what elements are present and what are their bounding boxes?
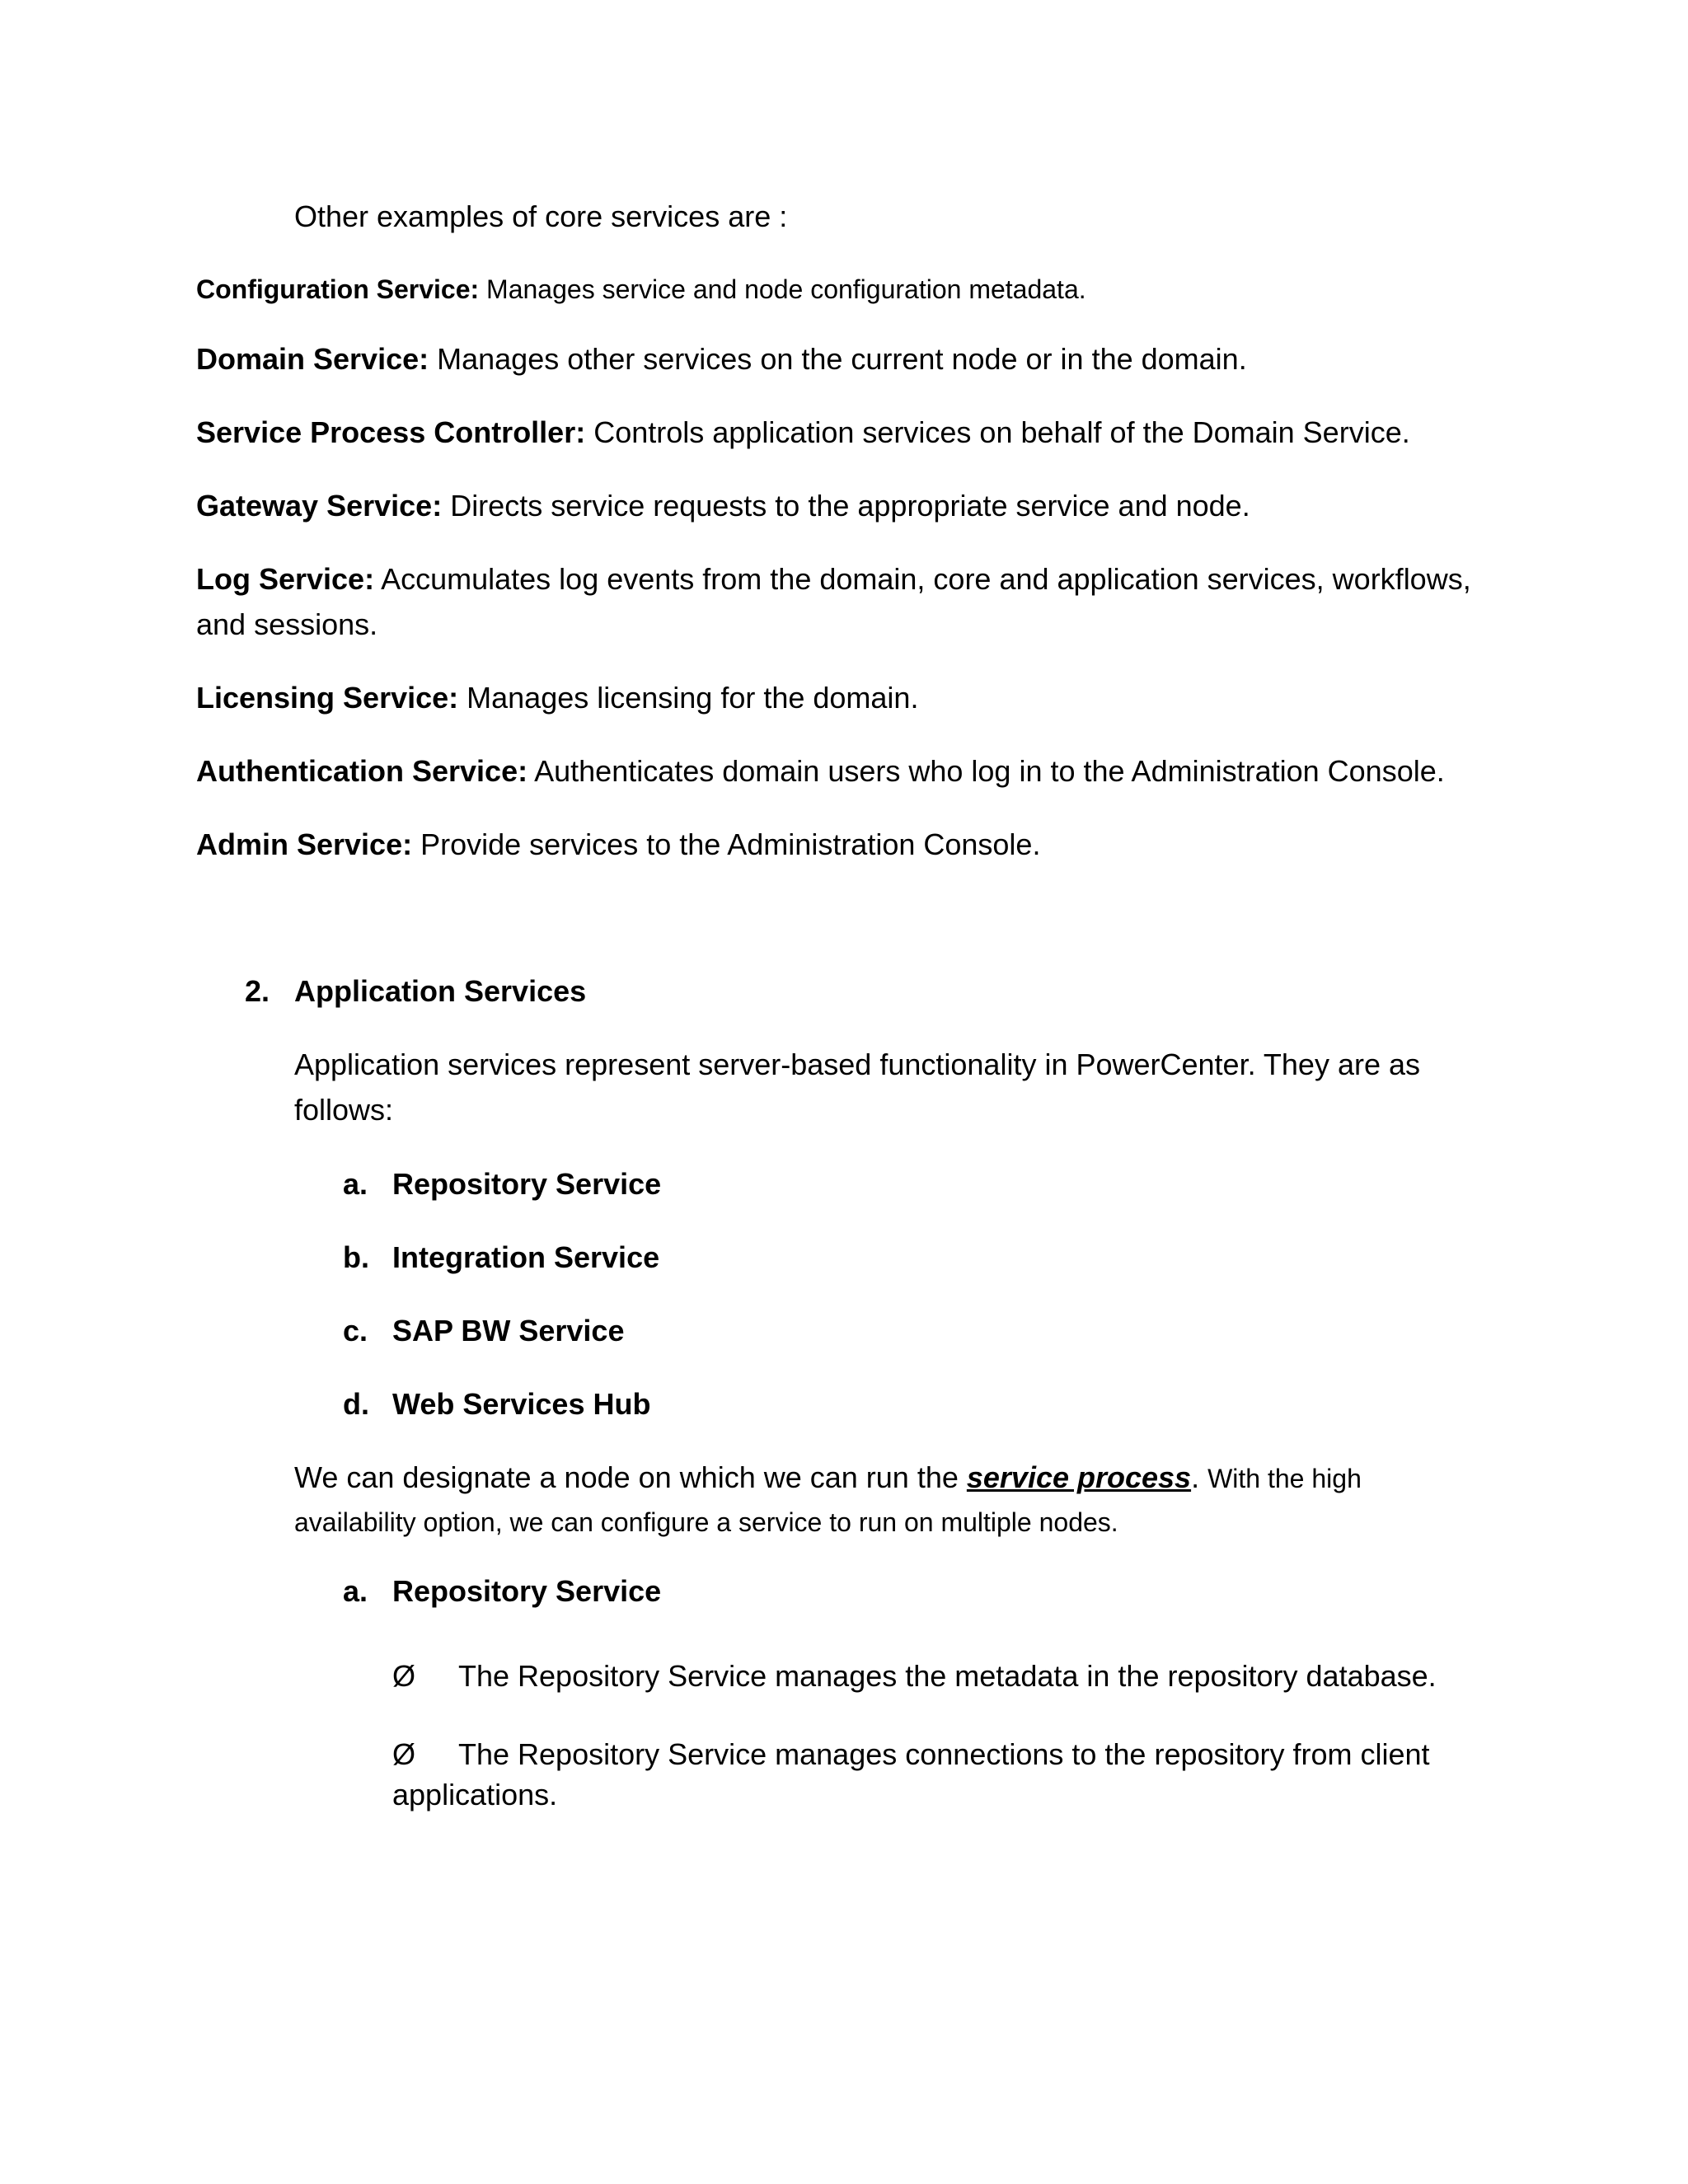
bullet-symbol-icon: Ø (392, 1659, 416, 1693)
core-service-spc (196, 415, 1410, 451)
bullet-item: The Repository Service manages connections to the repository from client (458, 1737, 1430, 1771)
list-marker: d. (343, 1387, 369, 1421)
list-marker: a. (343, 1167, 368, 1201)
bullet-item: The Repository Service manages the metadata in the repository database. (458, 1659, 1437, 1693)
list-marker: b. (343, 1240, 369, 1274)
core-service-desc: Directs service requests to the appropriate service and node. (442, 489, 1250, 523)
core-service-term: Domain Service: (196, 342, 429, 376)
core-service-gateway (196, 488, 1250, 524)
designate-paragraph-line2: availability option, we can configure a service to run on multiple nodes. (294, 1507, 1118, 1537)
list-item-sap-bw-service: SAP BW Service (392, 1314, 625, 1347)
designate-text: We can designate a node on which we can run the (294, 1460, 967, 1494)
sub-heading-repository-service: Repository Service (392, 1574, 662, 1608)
core-service-configuration (196, 273, 1086, 306)
bullet-symbol-icon: Ø (392, 1737, 416, 1771)
core-service-desc: Controls application services on behalf of the Domain Service. (585, 415, 1410, 449)
core-service-desc: Manages other services on the current node or in the domain. (429, 342, 1247, 376)
section-number: 2. (245, 974, 270, 1008)
list-marker: c. (343, 1314, 368, 1347)
service-process-term: service process (966, 1460, 1192, 1494)
core-service-term: Log Service: (196, 562, 375, 596)
core-service-desc: Provide services to the Administration Console. (412, 827, 1041, 861)
core-service-log (196, 561, 1471, 598)
core-service-term: Licensing Service: (196, 681, 459, 715)
core-service-desc: Manages licensing for the domain. (458, 681, 919, 715)
sub-heading-marker: a. (343, 1574, 368, 1608)
core-service-authentication (196, 753, 1445, 790)
section-title: Application Services (294, 974, 587, 1008)
core-service-term: Gateway Service: (196, 489, 443, 523)
core-service-licensing (196, 680, 918, 716)
list-item-web-services-hub: Web Services Hub (392, 1387, 651, 1421)
section-paragraph-line2: follows: (294, 1093, 394, 1127)
core-service-domain (196, 341, 1247, 377)
core-service-term: Service Process Controller: (196, 415, 586, 449)
designate-small-text: With the high (1207, 1464, 1362, 1493)
core-service-term: Configuration Service: (196, 274, 480, 304)
section-paragraph-line1: Application services represent server-based functionality in PowerCenter. They are as (294, 1047, 1421, 1081)
intro-text: Other examples of core services are : (294, 199, 788, 233)
core-service-admin (196, 827, 1040, 863)
core-service-desc: Accumulates log events from the domain, core and application services, workflows, (374, 562, 1471, 596)
bullet-item-cont: applications. (392, 1778, 558, 1811)
list-item-integration-service: Integration Service (392, 1240, 660, 1274)
core-service-desc: Manages service and node configuration metadata. (479, 274, 1086, 304)
designate-text: . (1191, 1460, 1208, 1494)
list-item-repository-service: Repository Service (392, 1167, 662, 1201)
core-service-term: Admin Service: (196, 827, 413, 861)
core-service-log-cont: and sessions. (196, 607, 378, 641)
core-service-desc: Authenticates domain users who log in to the Administration Console. (528, 754, 1445, 788)
designate-paragraph-line1 (294, 1460, 1362, 1496)
core-service-term: Authentication Service: (196, 754, 528, 788)
